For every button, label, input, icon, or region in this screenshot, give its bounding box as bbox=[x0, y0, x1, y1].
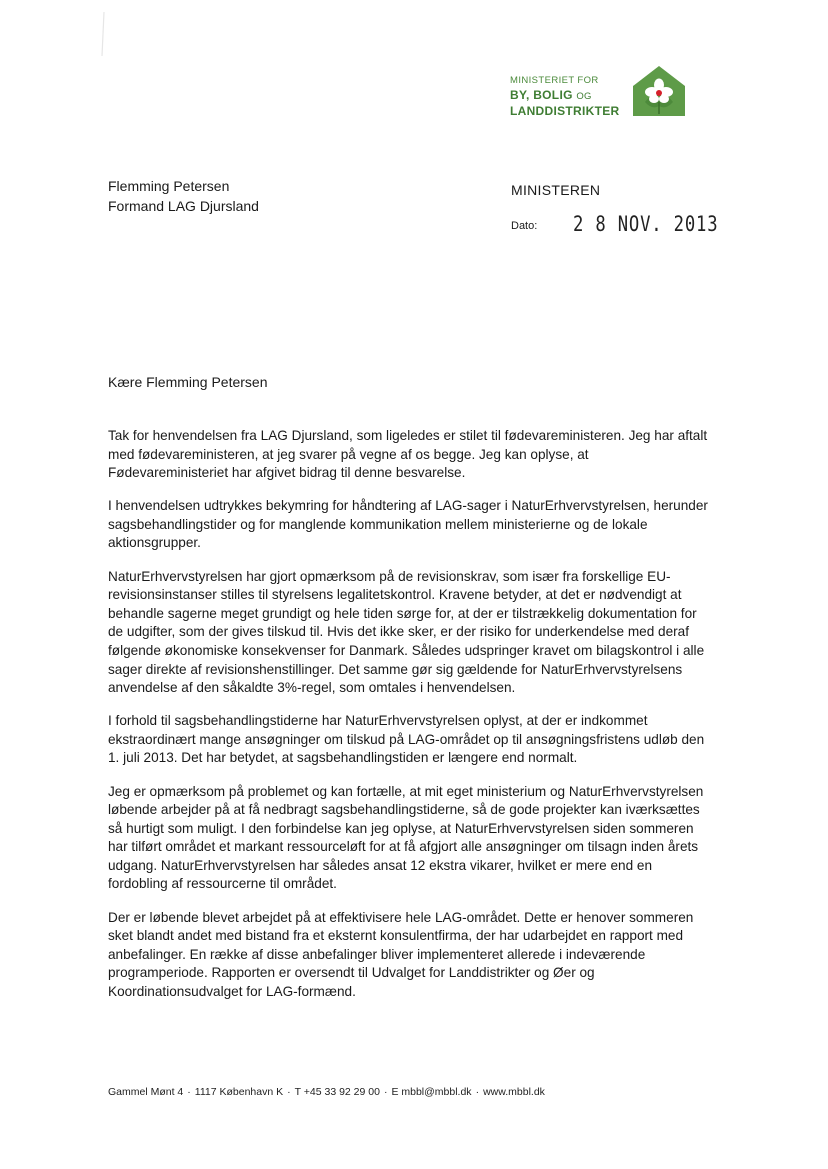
letter-footer bbox=[108, 1086, 545, 1098]
recipient-title: Formand LAG Djursland bbox=[108, 198, 259, 214]
body-paragraph: Jeg er opmærksom på problemet og kan fortælle, at mit eget ministerium og NaturErhvervstyrelsen løbende arbejder på at få nedbragt sagsbehandlingstiderne, så de gode projekter kan iværksættes så hurtigt som muligt. I den forbindelse kan jeg oplyse, at NaturErhvervstyrelsen siden sommeren har tilført området et markant ressourceløft for at få afgjort alle ansøgninger om tilsagn inden årets udgang. NaturErhvervstyrelsen har således ansat 12 ekstra vikarer, hvilket er mere end en fordobling af ressourcerne til området. bbox=[108, 783, 704, 892]
body-paragraph: Tak for henvendelsen fra LAG Djursland, som ligeledes er stilet til fødevareministeren. Jeg har aftalt med fødevareministeren, at jeg svarer på vegne af os begge. Jeg kan oplyse, at Fødevareministeriet har afgivet bidrag til denne besvarelse. bbox=[108, 428, 708, 481]
body-paragraph: I forhold til sagsbehandlingstiderne har NaturErhvervstyrelsen oplyst, at der er indkommet ekstraordinært mange ansøgninger om tilskud på LAG-området op til ansøgningsfristens udløb den 1. juli 2013. Det har betydet, at sagsbehandlingstiden er længere end normalt. bbox=[108, 713, 705, 766]
date-label: Dato: bbox=[511, 220, 538, 232]
recipient-name: Flemming Petersen bbox=[108, 178, 230, 194]
footer-address: Gammel Mønt 4 bbox=[108, 1086, 184, 1098]
footer-separator: · bbox=[287, 1086, 291, 1098]
logo-line-2 bbox=[510, 88, 620, 104]
ministry-logo-text bbox=[510, 74, 620, 118]
body-paragraph: Der er løbende blevet arbejdet på at effektivisere hele LAG-området. Dette er henover sommeren sket blandt andet med bistand fra et eksternt konsulentfirma, der har udarbejdet en rapport med anbefalinger. En række af disse anbefalinger bliver implementeret allerede i indeværende programperiode. Rapporten er oversendt til Udvalget for Landdistrikter og Øer og Koordinationsudvalget for LAG-formænd. bbox=[108, 909, 694, 999]
salutation: Kære Flemming Petersen bbox=[108, 374, 268, 390]
house-flower-logo-icon bbox=[630, 62, 688, 120]
body-paragraph: I henvendelsen udtrykkes bekymring for håndtering af LAG-sager i NaturErhvervstyrelsen, herunder sagsbehandlingstider og for manglende kommunikation mellem ministerierne og de lokale aktionsgrupper. bbox=[108, 498, 708, 551]
logo-line-1: MINISTERIET FOR bbox=[510, 75, 599, 86]
logo-line-2-main: BY, BOLIG bbox=[510, 88, 573, 102]
footer-separator: · bbox=[475, 1086, 480, 1098]
sender-office: MINISTEREN bbox=[511, 182, 601, 198]
footer-separator: · bbox=[187, 1086, 191, 1098]
footer-email: E mbbl@mbbl.dk bbox=[391, 1086, 472, 1098]
scan-artifact-mark bbox=[100, 10, 106, 58]
footer-city: 1117 København K bbox=[194, 1086, 284, 1098]
date-stamp: 2 8 NOV. 2013 bbox=[573, 212, 719, 236]
footer-website: www.mbbl.dk bbox=[483, 1086, 545, 1098]
logo-og: OG bbox=[576, 91, 592, 102]
body-paragraph: NaturErhvervstyrelsen har gjort opmærksom på de revisionskrav, som især fra forskellige EU-revisionsinstanser stilles til styrelsens legalitetskontrol. Kravene betyder, at det er nødvendigt at behandle sagerne meget grundigt og hele tiden sørge for, at der er tilstrækkelig dokumentation for de udgifter, som der gives tilskud til. Hvis det ikke sker, er der risiko for underkendelse med deraf følgende økonomiske konsekvenser for Danmark. Således udspringer kravet om bilagskontrol i alle sager direkte af revisionshenstillinger. Det samme gør sig gældende for NaturErhvervstyrelsens anvendelse af den såkaldte 3%-regel, som omtales i henvendelsen. bbox=[108, 568, 705, 696]
ministry-logo bbox=[510, 62, 690, 122]
logo-line-3: LANDDISTRIKTER bbox=[510, 104, 620, 118]
letter-body bbox=[108, 427, 708, 1016]
recipient-address-block bbox=[108, 176, 259, 216]
footer-phone: T +45 33 92 29 00 bbox=[294, 1086, 380, 1098]
footer-separator: · bbox=[383, 1086, 388, 1098]
